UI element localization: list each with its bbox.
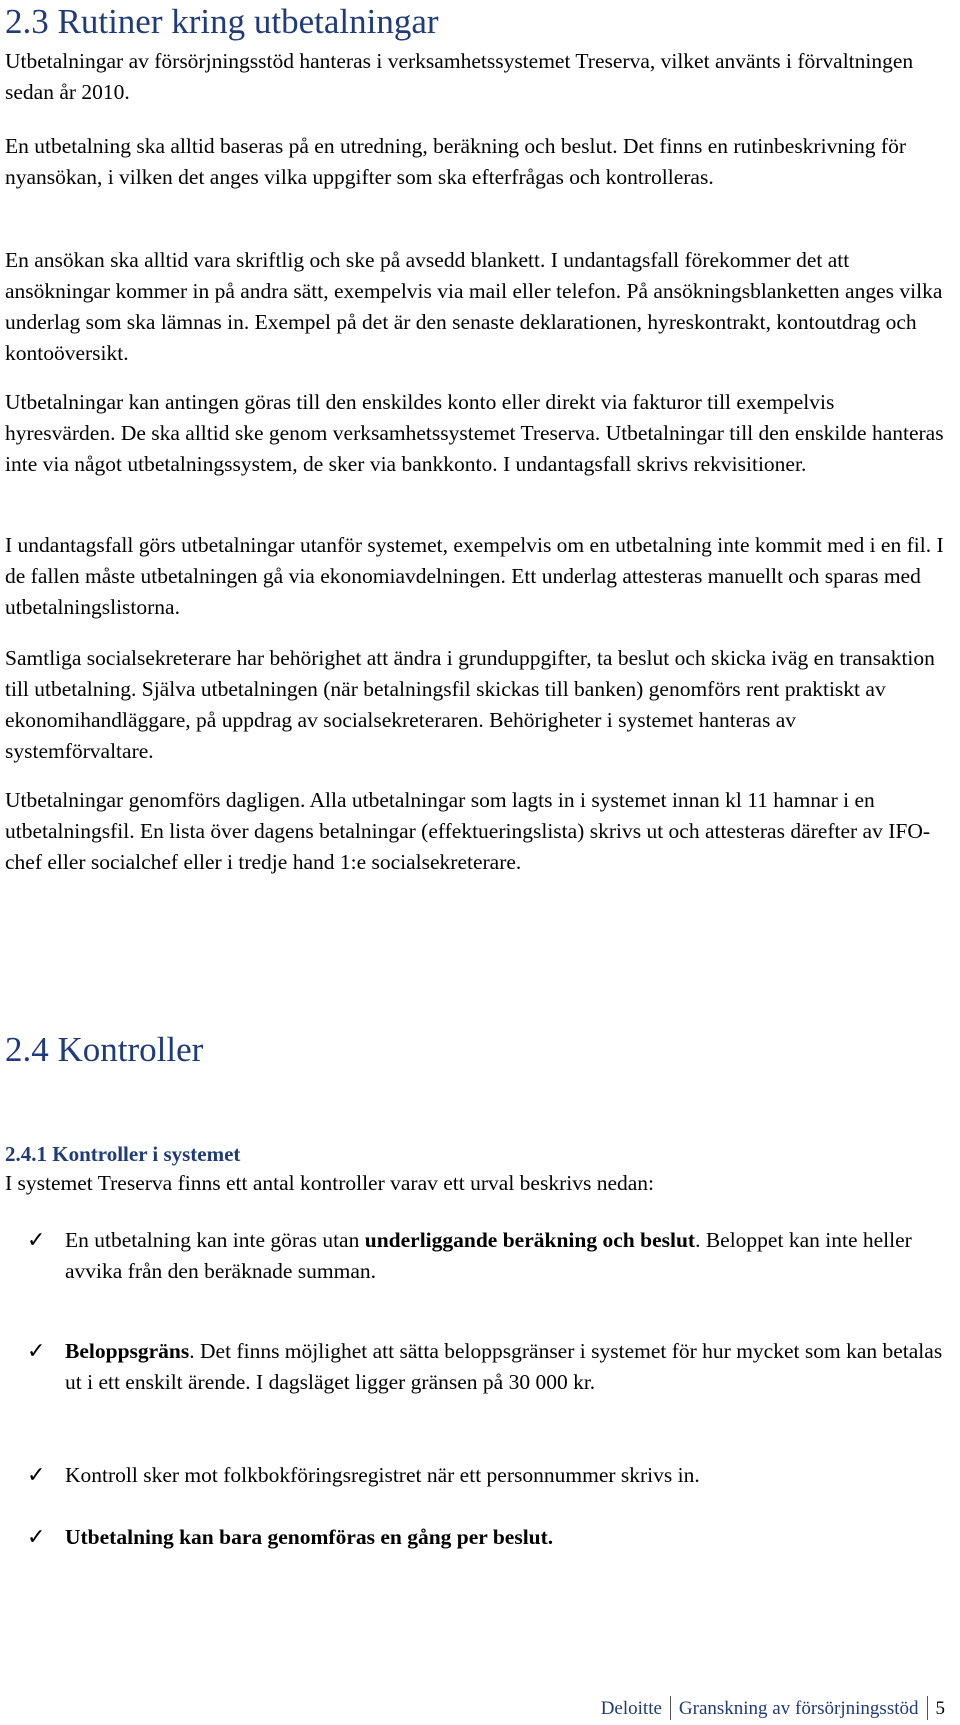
checkmark-icon: ✓	[27, 1525, 46, 1550]
section-heading-2-3: 2.3 Rutiner kring utbetalningar	[5, 2, 439, 41]
footer-org: Deloitte	[600, 1698, 662, 1719]
paragraph-undantagsfall: I undantagsfall görs utbetalningar utanför systemet, exempelvis om en utbetalning inte kommit med i en fil. I de fallen måste utbetalningen gå via ekonomiavdelningen. Ett underlag attesteras manuellt och sparas med utbetalningslistorna.	[5, 533, 944, 619]
paragraph-utbetalningar-konto: Utbetalningar kan antingen göras till den enskildes konto eller direkt via fakturor till exempelvis hyresvärden. De ska alltid ske genom verksamhetssystemet Treserva. Utbetalningar till den enskilde hanteras inte via något utbetalningssystem, de sker via bankkonto. I undantagsfall skrivs rekvisitioner.	[5, 390, 944, 476]
bullet-text: En utbetalning kan inte göras utan underliggande beräkning och beslut. Beloppet kan inte heller avvika från den beräknade summan.	[65, 1228, 912, 1283]
page-footer	[593, 1696, 945, 1720]
paragraph-treserva-intro: Utbetalningar av försörjningsstöd hanteras i verksamhetssystemet Treserva, vilket använts i förvaltningen sedan år 2010.	[5, 49, 914, 104]
section-heading-2-4: 2.4 Kontroller	[5, 1030, 204, 1069]
subsection-heading-2-4-1: 2.4.1 Kontroller i systemet	[5, 1142, 241, 1166]
page-number: 5	[935, 1698, 945, 1719]
bullet-text: Utbetalning kan bara genomföras en gång per beslut.	[65, 1525, 554, 1549]
paragraph-utredning: En utbetalning ska alltid baseras på en utredning, beräkning och beslut. Det finns en rutinbeskrivning för nyansökan, i vilken det anges vilka uppgifter som ska efterfrågas och kontrolleras.	[5, 134, 906, 189]
footer-title: Granskning av försörjningsstöd	[678, 1698, 919, 1719]
bullet-text: Beloppsgräns. Det finns möjlighet att sätta beloppsgränser i systemet för hur mycket som kan betalas ut i ett enskilt ärende. I dagsläget ligger gränsen på 30 000 kr.	[65, 1339, 943, 1394]
paragraph-kontroller-intro: I systemet Treserva finns ett antal kontroller varav ett urval beskrivs nedan:	[5, 1171, 655, 1195]
paragraph-behorighet: Samtliga socialsekreterare har behörighet att ändra i grunduppgifter, ta beslut och skicka iväg en transaktion till utbetalning. Själva utbetalningen (när betalningsfil skickas till banken) genomförs rent praktiskt av ekonomihandläggare, på uppdrag av socialsekreteraren. Behörigheter i systemet hanteras av systemförvaltare.	[5, 646, 935, 763]
checkmark-icon: ✓	[27, 1463, 46, 1488]
bullet-text: Kontroll sker mot folkbokföringsregistret när ett personnummer skrivs in.	[65, 1463, 700, 1487]
checkmark-icon: ✓	[27, 1228, 46, 1253]
paragraph-ansokan: En ansökan ska alltid vara skriftlig och ske på avsedd blankett. I undantagsfall förekommer det att ansökningar kommer in på andra sätt, exempelvis via mail eller telefon. På ansökningsblanketten anges vilka underlag som ska lämnas in. Exempel på det är den senaste deklarationen, hyreskontrakt, kontoutdrag och kontoöversikt.	[5, 248, 943, 365]
paragraph-dagligen: Utbetalningar genomförs dagligen. Alla utbetalningar som lagts in i systemet innan kl 11 hamnar i en utbetalningsfil. En lista över dagens betalningar (effektueringslista) skrivs ut och attesteras därefter av IFO-chef eller socialchef eller i tredje hand 1:e socialsekreterare.	[5, 788, 931, 874]
checkmark-icon: ✓	[27, 1339, 46, 1364]
